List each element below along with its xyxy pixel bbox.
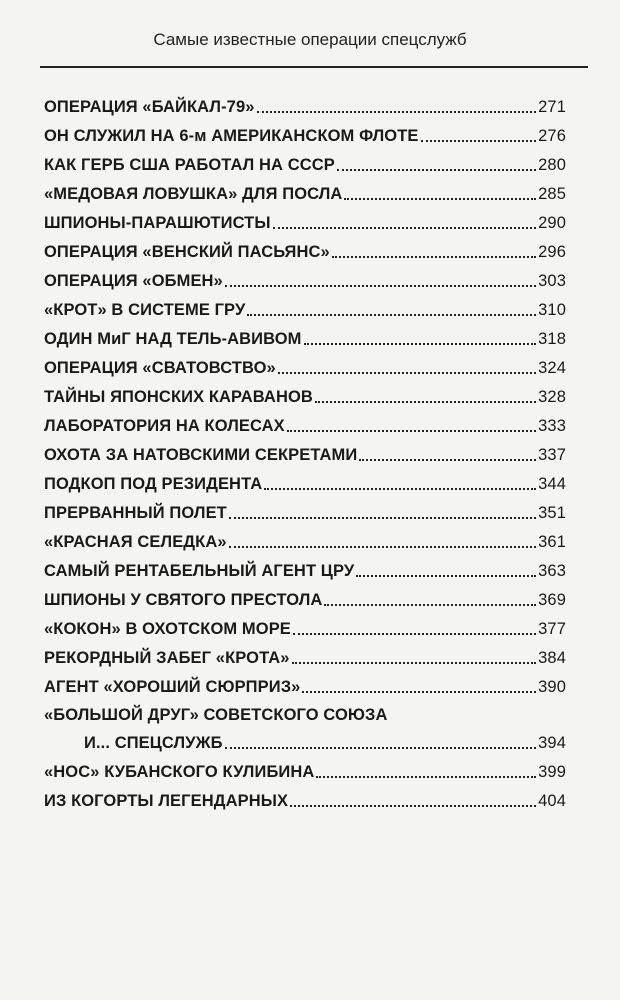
toc-entry-title: «КРОТ» В СИСТЕМЕ ГРУ — [44, 301, 246, 319]
toc-entry-title: ИЗ КОГОРТЫ ЛЕГЕНДАРНЫХ — [44, 792, 289, 810]
toc-entry-page: 351 — [538, 504, 566, 522]
toc-entry-page: 280 — [538, 156, 566, 174]
toc-entry-page: 369 — [538, 591, 566, 609]
leader-dots — [257, 111, 537, 113]
leader-dots — [287, 430, 536, 432]
leader-dots — [278, 372, 536, 374]
leader-dots — [225, 285, 536, 287]
leader-dots — [247, 314, 536, 316]
toc-entry-title: ОПЕРАЦИЯ «ОБМЕН» — [44, 272, 223, 290]
leader-dots — [344, 198, 536, 200]
leader-dots — [304, 343, 537, 345]
toc-entry — [44, 378, 566, 407]
toc-entry-page: 290 — [538, 214, 566, 232]
toc-entry-title: ОПЕРАЦИЯ «СВАТОВСТВО» — [44, 359, 276, 377]
toc-entry-page: 296 — [538, 243, 566, 261]
toc-entry — [44, 668, 566, 697]
toc-entry-page: 318 — [538, 330, 566, 348]
toc-entry-page: 324 — [538, 359, 566, 377]
toc-entry — [44, 320, 566, 349]
leader-dots — [324, 604, 536, 606]
toc-entry-title: ОПЕРАЦИЯ «ВЕНСКИЙ ПАСЬЯНС» — [44, 243, 330, 261]
toc-entry — [44, 88, 566, 117]
toc-entry-title: «МЕДОВАЯ ЛОВУШКА» ДЛЯ ПОСЛА — [44, 185, 343, 203]
toc-entry-title: ПОДКОП ПОД РЕЗИДЕНТА — [44, 475, 263, 493]
toc-entry-title: ОХОТА ЗА НАТОВСКИМИ СЕКРЕТАМИ — [44, 446, 358, 464]
toc-entry — [44, 639, 566, 668]
toc-entry — [44, 697, 566, 753]
leader-dots — [229, 517, 536, 519]
toc-entry-page: 361 — [538, 533, 566, 551]
toc-entry-title: САМЫЙ РЕНТАБЕЛЬНЫЙ АГЕНТ ЦРУ — [44, 562, 355, 580]
toc-entry-page: 303 — [538, 272, 566, 290]
toc-entry-page: 271 — [538, 98, 566, 116]
toc-entry — [44, 146, 566, 175]
toc-entry — [44, 465, 566, 494]
toc-entry-title: ТАЙНЫ ЯПОНСКИХ КАРАВАНОВ — [44, 388, 313, 406]
toc-entry-continuation — [44, 733, 566, 753]
leader-dots — [316, 776, 536, 778]
toc-entry — [44, 782, 566, 811]
toc-entry — [44, 523, 566, 552]
leader-dots — [225, 747, 537, 749]
toc-entry — [44, 175, 566, 204]
toc-entry-title: ОН СЛУЖИЛ НА 6-м АМЕРИКАНСКОМ ФЛОТЕ — [44, 127, 419, 145]
leader-dots — [315, 401, 536, 403]
toc-entry-page: 337 — [538, 446, 566, 464]
toc-entry — [44, 262, 566, 291]
toc-entry-title: ЛАБОРАТОРИЯ НА КОЛЕСАХ — [44, 417, 285, 435]
toc-entry-title: ПРЕРВАННЫЙ ПОЛЕТ — [44, 504, 227, 522]
toc-entry — [44, 407, 566, 436]
toc-entry-page: 285 — [538, 185, 566, 203]
leader-dots — [332, 256, 536, 258]
toc-entry-page: 384 — [538, 649, 566, 667]
leader-dots — [359, 459, 536, 461]
leader-dots — [229, 546, 537, 548]
leader-dots — [292, 662, 537, 664]
header-rule — [40, 66, 588, 68]
toc-entry-page: 363 — [538, 562, 566, 580]
toc-entry-title: «БОЛЬШОЙ ДРУГ» СОВЕТСКОГО СОЮЗА — [44, 706, 388, 724]
toc-entry-title: ОДИН МиГ НАД ТЕЛЬ-АВИВОМ — [44, 330, 302, 348]
toc-entry — [44, 610, 566, 639]
toc-entry-title-line2: И... СПЕЦСЛУЖБ — [84, 734, 223, 752]
toc-entry-title: «НОС» КУБАНСКОГО КУЛИБИНА — [44, 763, 315, 781]
toc-entry-page: 404 — [538, 792, 566, 810]
toc-entry-page: 328 — [538, 388, 566, 406]
toc-entry — [44, 436, 566, 465]
leader-dots — [264, 488, 536, 490]
toc-entry-page: 399 — [538, 763, 566, 781]
leader-dots — [421, 140, 537, 142]
toc-entry-page: 333 — [538, 417, 566, 435]
toc-entry — [44, 581, 566, 610]
toc-entry-title: АГЕНТ «ХОРОШИЙ СЮРПРИЗ» — [44, 678, 301, 696]
table-of-contents — [44, 88, 566, 811]
toc-entry-title: РЕКОРДНЫЙ ЗАБЕГ «КРОТА» — [44, 649, 290, 667]
toc-entry — [44, 233, 566, 262]
toc-entry-title: ШПИОНЫ У СВЯТОГО ПРЕСТОЛА — [44, 591, 323, 609]
toc-entry-title: «КРАСНАЯ СЕЛЕДКА» — [44, 533, 227, 551]
leader-dots — [290, 805, 536, 807]
toc-entry-title: ОПЕРАЦИЯ «БАЙКАЛ-79» — [44, 98, 255, 116]
leader-dots — [337, 169, 536, 171]
leader-dots — [273, 227, 537, 229]
toc-entry — [44, 494, 566, 523]
leader-dots — [356, 575, 536, 577]
toc-entry-page: 310 — [538, 301, 566, 319]
toc-entry-page: 390 — [538, 678, 566, 696]
toc-entry — [44, 204, 566, 233]
toc-entry-page: 276 — [538, 127, 566, 145]
toc-entry-title: КАК ГЕРБ США РАБОТАЛ НА СССР — [44, 156, 335, 174]
toc-entry-page: 377 — [538, 620, 566, 638]
toc-entry-page: 344 — [538, 475, 566, 493]
leader-dots — [293, 633, 536, 635]
toc-entry — [44, 117, 566, 146]
toc-entry — [44, 552, 566, 581]
toc-entry — [44, 291, 566, 320]
toc-entry — [44, 753, 566, 782]
toc-entry-page: 394 — [538, 734, 566, 752]
toc-entry — [44, 349, 566, 378]
running-header: Самые известные операции спецслужб — [153, 30, 467, 49]
leader-dots — [302, 691, 536, 693]
toc-entry-title: ШПИОНЫ-ПАРАШЮТИСТЫ — [44, 214, 271, 232]
toc-entry-title: «КОКОН» В ОХОТСКОМ МОРЕ — [44, 620, 291, 638]
